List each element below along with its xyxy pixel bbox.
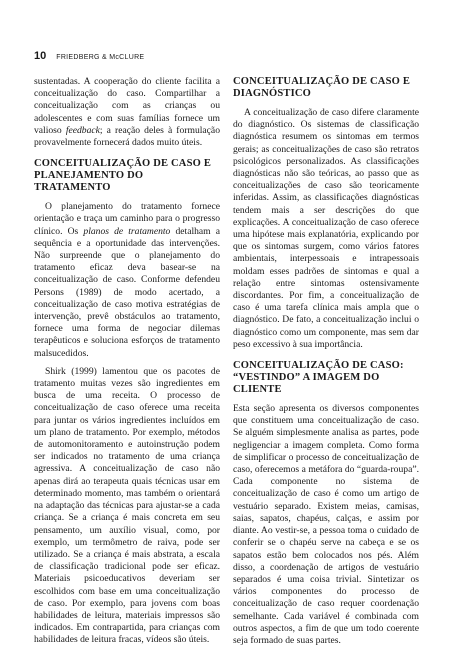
- left-column: [34, 76, 220, 653]
- section-heading-diagnosis: CONCEITUALIZAÇÃO DE CASO E DIAGNÓSTICO: [233, 76, 411, 99]
- paragraph-treatment-planning: [34, 201, 220, 360]
- section-heading-treatment-planning: CONCEITUALIZAÇÃO DE CASO E PLANEJAMENTO DO TRATAMENTO: [34, 158, 212, 194]
- running-head: FRIEDBERG & McCLURE: [56, 54, 145, 61]
- paragraph-text: detalham a sequência e a oportunidade das intervenções. Não surpreende que o planejamento do tratamento eficaz deva basear-se na conceitualização de caso. Conforme defendeu Persons (1989) de modo acertado, a conceitualização de caso motiva estratégias de intervenção, prevê obstáculos ao tratamento, fornece uma forma de negociar dilemas terapêuticos e soluciona esforços de tratamento malsucedidos.: [34, 225, 220, 359]
- paragraph-diagnosis: A conceitualização de caso difere claramente do diagnóstico. Os sistemas de classificação diagnóstica resumem os sintomas em termos gerais; as conceitualizações de caso são retratos psicológicos personalizados. As classificações diagnósticas não são teóricas, ao passo que as conceitualizações de caso são teoricamente inferidas. Assim, as classificações diagnósticas tendem mais a ser descrições do que explicações. A conceitualização de caso oferece uma hipótese mais explanatória, explicando por que os sintomas surgem, como vários fatores ambientais, interpessoais e intrapessoais moldam esses padrões de sintomas e qual a relação entre sintomas ostensivamente discordantes. Por fim, a conceitualização de caso é uma tarefa clínica mais ampla que o diagnóstico. De fato, a conceitualização inclui o diagnóstico como um componente, mas sem dar peso excessivo à sua importância.: [233, 107, 419, 350]
- emphasis-feedback: feedback: [65, 124, 100, 136]
- paragraph-shirk: Shirk (1999) lamentou que os pacotes de tratamento muitas vezes são ingredientes em busca de uma receita. O processo de conceitualização de caso oferece uma receita para juntar os vários ingredientes incluídos em um plano de tratamento. Por exemplo, métodos de automonitoramento e autoinstrução podem ser indicados no tratamento de uma criança agressiva. A conceitualização de caso não apenas dirá ao terapeuta quais técnicas usar em determinado momento, mas também o orientará na adaptação das técnicas para ajustar-se a cada criança. Se a criança é mais concreta em seu pensamento, um auxílio visual, como, por exemplo, um termômetro de raiva, pode ser utilizado. Se a criança é mais abstrata, a escala de classificação tradicional pode ser eficaz. Materiais psicoeducativos deveriam ser escolhidos com base em uma conceitualização de caso. Por exemplo, para jovens com boas habilidades de leitura, materiais impressos são indicados. Em contrapartida, para crianças com habilidades de leitura fracas, vídeos são úteis.: [34, 365, 220, 646]
- paragraph-continuation: [34, 76, 220, 149]
- page-number: 10: [34, 50, 47, 62]
- emphasis-treatment-plans: planos de tratamento: [83, 225, 171, 237]
- section-heading-dressing-client-image: CONCEITUALIZAÇÃO DE CASO: “VESTINDO” A IMAGEM DO CLIENTE: [233, 360, 404, 396]
- paragraph-text: O planejamento do tratamento fornece orientação e traça um caminho para o progresso clínico. Os: [34, 201, 220, 237]
- page-header: [34, 50, 144, 62]
- paragraph-wardrobe-metaphor: Esta seção apresenta os diversos componentes que constituem uma conceitualização de caso. Se alguém simplesmente analisa as partes, pode negligenciar a imagem completa. Como forma de simplificar o processo de conceitualização de caso, oferecemos a metáfora do “guarda-roupa”. Cada componente no sistema de conceitualização de caso é como um artigo de vestuário separado. Existem meias, camisas, saias, sapatos, chapéus, calças, e assim por diante. Ao vestir-se, a pessoa toma o cuidado de conferir se o chapéu serve na cabeça e se os sapatos estão bem colocados nos pés. Além disso, a coordenação de artigos de vestuário separados é uma coisa trivial. Sintetizar os vários componentes do processo de conceitualização de caso requer coordenação semelhante. Cada variável é combinada com outros aspectos, a fim de que um todo coerente seja formado de suas partes.: [233, 403, 419, 646]
- right-column: [233, 76, 419, 653]
- paragraph-text: ; a reação deles à formulação provavelmente fornecerá dados muito úteis.: [34, 124, 220, 149]
- paragraph-text: sustentadas. A cooperação do cliente facilita a conceitualização do caso. Compartilhar a conceitualização com as crianças ou adolescentes e com suas famílias fornece um valioso: [34, 76, 220, 136]
